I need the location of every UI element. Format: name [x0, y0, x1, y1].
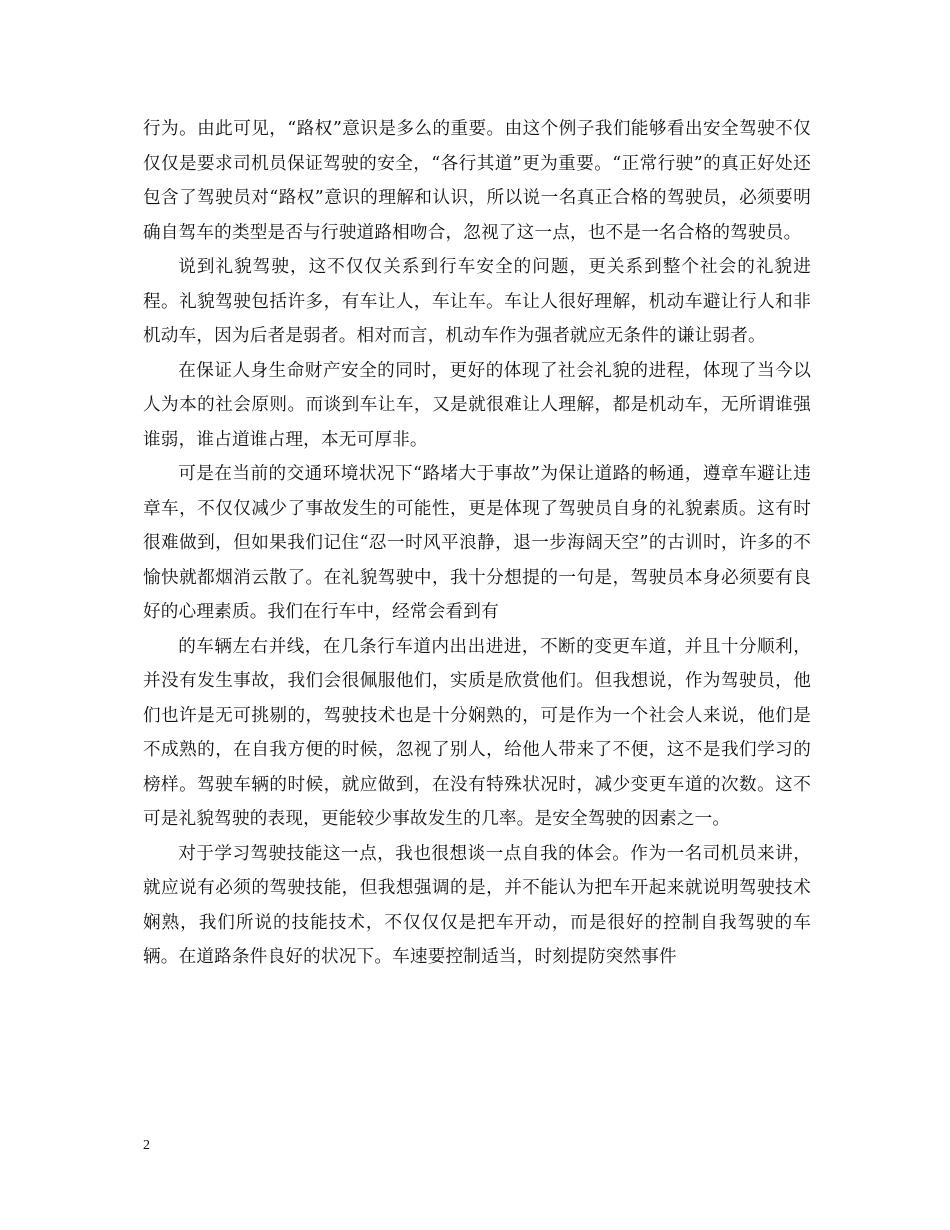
paragraph-1: 行为。由此可见，“路权”意识是多么的重要。由这个例子我们能够看出安全驾驶不仅仅仅是要求司机员保证驾驶的安全，“各行其道”更为重要。“正常行驶”的真正好处还包含了驾驶员对“路权”意识的理解和认识，所以说一名真正合格的驾驶员，必须要明确自驾车的类型是否与行驶道路相吻合，忽视了这一点，也不是一名合格的驾驶员。 — [143, 119, 811, 243]
paragraph-5: 的车辆左右并线，在几条行车道内出出进进，不断的变更车道，并且十分顺利，并没有发生事故，我们会很佩服他们，实质是欣赏他们。但我想说，作为驾驶员，他们也许是无可挑剔的，驾驶技术也是十分娴熟的，可是作为一个社会人来说，他们是不成熟的，在自我方便的时候，忽视了别人，给他人带来了不便，这不是我们学习的榜样。驾驶车辆的时候，就应做到，在没有特殊状况时，减少变更车道的次数。这不可是礼貌驾驶的表现，更能较少事故发生的几率。是安全驾驶的因素之一。 — [143, 636, 811, 829]
paragraph-4: 可是在当前的交通环境状况下“路堵大于事故”为保让道路的畅通，遵章车避让违章车，不仅仅减少了事故发生的可能性，更是体现了驾驶员自身的礼貌素质。这有时很难做到，但如果我们记住“忍一时风平浪静，退一步海阔天空”的古训时，许多的不愉快就都烟消云散了。在礼貌驾驶中，我十分想提的一句是，驾驶员本身必须要有良好的心理素质。我们在行车中，经常会看到有 — [143, 464, 811, 622]
paragraph-6: 对于学习驾驶技能这一点，我也很想谈一点自我的体会。作为一名司机员来讲，就应说有必须的驾驶技能，但我想强调的是，并不能认为把车开起来就说明驾驶技术娴熟，我们所说的技能技术，不仅仅仅是把车开动，而是很好的控制自我驾驶的车辆。在道路条件良好的状况下。车速要控制适当，时刻提防突然事件 — [143, 843, 811, 967]
page-number: 2 — [143, 1138, 150, 1153]
document-body — [143, 112, 811, 975]
paragraph-3: 在保证人身生命财产安全的同时，更好的体现了社会礼貌的进程，体现了当今以人为本的社会原则。而谈到车让车，又是就很难让人理解，都是机动车，无所谓谁强谁弱，谁占道谁占理，本无可厚非。 — [143, 360, 811, 450]
paragraph-2: 说到礼貌驾驶，这不仅仅关系到行车安全的问题，更关系到整个社会的礼貌进程。礼貌驾驶包括许多，有车让人，车让车。车让人很好理解，机动车避让行人和非机动车，因为后者是弱者。相对而言，机动车作为强者就应无条件的谦让弱者。 — [143, 257, 811, 346]
